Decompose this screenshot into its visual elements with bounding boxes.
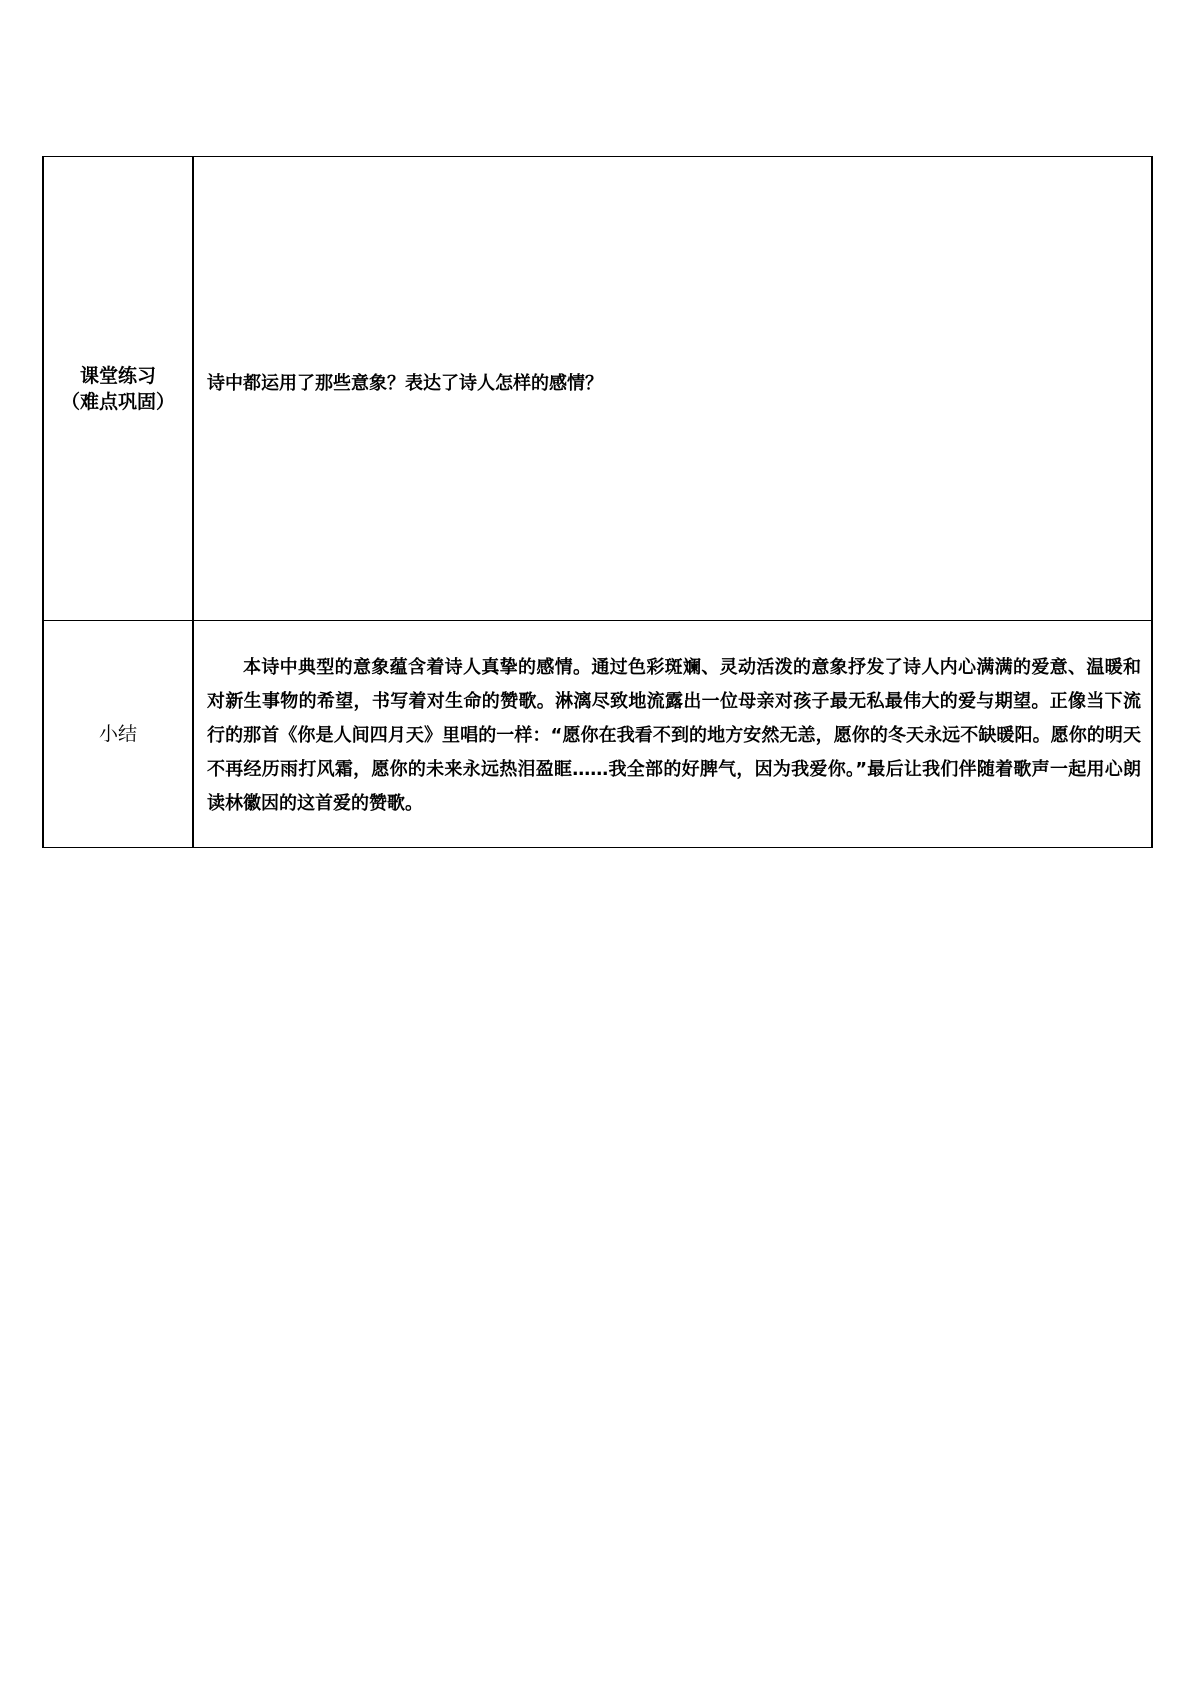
summary-paragraph: 本诗中典型的意象蕴含着诗人真挚的感情。通过色彩斑斓、灵动活泼的意象抒发了诗人内心满满的爱意、温暖和对新生事物的希望，书写着对生命的赞歌。淋漓尽致地流露出一位母亲对孩子最无私最伟大的爱与期望。正像当下流行的那首《你是人间四月天》里唱的一样：“愿你在我看不到的地方安然无恙，愿你的冬天永远不缺暖阳。愿你的明天不再经历雨打风霜，愿你的未来永远热泪盈眶……我全部的好脾气，因为我爱你。”最后让我们伴随着歌声一起用心朗读林徽因的这首爱的赞歌。 [207, 657, 1141, 814]
practice-sublabel: （难点巩固） [60, 390, 175, 413]
practice-question: 诗中都运用了那些意象？表达了诗人怎样的感情？ [207, 372, 603, 394]
table-row-summary [43, 621, 1152, 848]
summary-label-cell [43, 621, 193, 848]
summary-content-cell [193, 621, 1152, 848]
practice-label-cell [43, 157, 193, 621]
practice-label: 课堂练习 [79, 364, 156, 387]
table-row-practice [43, 157, 1152, 621]
practice-content-cell [193, 157, 1152, 621]
lesson-plan-table [42, 156, 1153, 848]
summary-label: 小结 [98, 723, 137, 745]
